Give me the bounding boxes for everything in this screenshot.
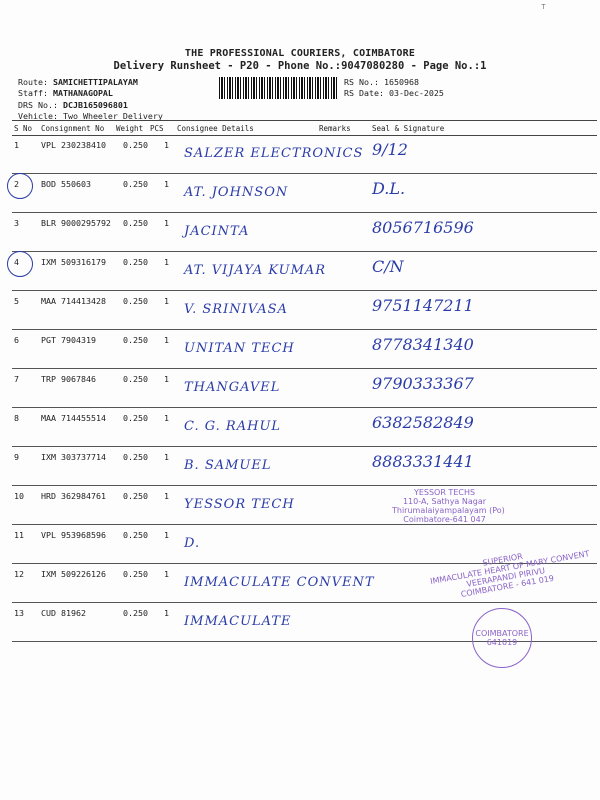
row-consignment: MAA 714455514 bbox=[41, 413, 106, 423]
table-row bbox=[12, 173, 597, 213]
signature: 9790333367 bbox=[372, 374, 474, 393]
col-consignment: Consignment No bbox=[41, 124, 105, 133]
row-consignment: IXM 509316179 bbox=[41, 257, 106, 267]
row-sno: 5 bbox=[14, 296, 19, 306]
vehicle-value: Two Wheeler Delivery bbox=[62, 111, 163, 121]
runsheet-title: Delivery Runsheet - P20 - Phone No.:9047080280 - Page No.:1 bbox=[113, 60, 487, 72]
row-consignment: VPL 953968596 bbox=[41, 530, 106, 540]
rs-date-label: RS Date: bbox=[344, 88, 384, 98]
superior-stamp: SUPERIOR IMMACULATE HEART OF MARY CONVENT VEERAPANDI PIRIVU COIMBATORE - 641 019 bbox=[429, 549, 591, 599]
row-consignment: IXM 509226126 bbox=[41, 569, 106, 579]
row-pcs: 1 bbox=[164, 179, 169, 189]
row-consignment: PGT 7904319 bbox=[41, 335, 96, 345]
route-line bbox=[18, 77, 138, 87]
row-pcs: 1 bbox=[164, 296, 169, 306]
row-consignment: VPL 230238410 bbox=[41, 140, 106, 150]
handwritten-consignee: THANGAVEL bbox=[184, 380, 281, 395]
row-weight: 0.250 bbox=[123, 608, 148, 618]
row-weight: 0.250 bbox=[123, 569, 148, 579]
row-consignment: IXM 303737714 bbox=[41, 452, 106, 462]
row-pcs: 1 bbox=[164, 569, 169, 579]
row-number-circle bbox=[7, 251, 33, 277]
row-consignment: BOD 550603 bbox=[41, 179, 91, 189]
company-title: THE PROFESSIONAL COURIERS, COIMBATORE bbox=[184, 48, 416, 59]
row-sno: 12 bbox=[14, 569, 24, 579]
signature: 6382582849 bbox=[372, 413, 474, 432]
handwritten-consignee: IMMACULATE CONVENT bbox=[184, 575, 375, 590]
row-pcs: 1 bbox=[164, 257, 169, 267]
signature: 8056716596 bbox=[372, 218, 474, 237]
row-pcs: 1 bbox=[164, 491, 169, 501]
row-consignment: BLR 9000295792 bbox=[41, 218, 111, 228]
handwritten-consignee: YESSOR TECH bbox=[184, 497, 295, 512]
row-weight: 0.250 bbox=[123, 530, 148, 540]
table-row bbox=[12, 485, 597, 525]
rs-no-value: 1650968 bbox=[383, 77, 419, 87]
signature: C/N bbox=[372, 257, 404, 276]
row-weight: 0.250 bbox=[123, 374, 148, 384]
handwritten-consignee: SALZER ELECTRONICS bbox=[184, 146, 364, 161]
row-pcs: 1 bbox=[164, 218, 169, 228]
route-value: SAMICHETTIPALAYAM bbox=[52, 77, 138, 87]
table-row bbox=[12, 368, 597, 408]
barcode bbox=[219, 77, 337, 99]
row-pcs: 1 bbox=[164, 374, 169, 384]
signature: 8883331441 bbox=[372, 452, 474, 471]
rs-date-line bbox=[344, 88, 444, 98]
row-pcs: 1 bbox=[164, 530, 169, 540]
row-pcs: 1 bbox=[164, 608, 169, 618]
col-weight: Weight bbox=[116, 124, 144, 133]
rs-no-label: RS No.: bbox=[344, 77, 379, 87]
row-weight: 0.250 bbox=[123, 257, 148, 267]
row-sno: 11 bbox=[14, 530, 24, 540]
row-weight: 0.250 bbox=[123, 452, 148, 462]
row-weight: 0.250 bbox=[123, 296, 148, 306]
row-sno: 2 bbox=[14, 179, 19, 189]
table-row bbox=[12, 134, 597, 174]
row-sno: 13 bbox=[14, 608, 24, 618]
col-pcs: PCS bbox=[150, 124, 164, 133]
row-pcs: 1 bbox=[164, 413, 169, 423]
handwritten-consignee: AT. VIJAYA KUMAR bbox=[184, 263, 327, 278]
staff-label: Staff: bbox=[18, 88, 48, 98]
row-weight: 0.250 bbox=[123, 140, 148, 150]
handwritten-consignee: JACINTA bbox=[184, 224, 250, 239]
rs-date-value: 03-Dec-2025 bbox=[388, 88, 444, 98]
handwritten-consignee: IMMACULATE bbox=[184, 614, 292, 629]
row-consignment: HRD 362984761 bbox=[41, 491, 106, 501]
table-row bbox=[12, 329, 597, 369]
row-sno: 4 bbox=[14, 257, 19, 267]
row-pcs: 1 bbox=[164, 452, 169, 462]
row-pcs: 1 bbox=[164, 140, 169, 150]
row-pcs: 1 bbox=[164, 335, 169, 345]
row-weight: 0.250 bbox=[123, 491, 148, 501]
round-seal: COIMBATORE 641019 bbox=[472, 608, 532, 668]
route-label: Route: bbox=[18, 77, 48, 87]
table-row bbox=[12, 407, 597, 447]
drs-label: DRS No.: bbox=[18, 100, 58, 110]
drs-line bbox=[18, 100, 128, 110]
row-weight: 0.250 bbox=[123, 218, 148, 228]
row-sno: 3 bbox=[14, 218, 19, 228]
row-weight: 0.250 bbox=[123, 335, 148, 345]
staff-value: MATHANAGOPAL bbox=[52, 88, 113, 98]
drs-value: DCJB165096801 bbox=[62, 100, 128, 110]
row-sno: 9 bbox=[14, 452, 19, 462]
row-sno: 8 bbox=[14, 413, 19, 423]
handwritten-consignee: AT. JOHNSON bbox=[184, 185, 289, 200]
table-row bbox=[12, 212, 597, 252]
signature: D.L. bbox=[372, 179, 406, 198]
col-consignee: Consignee Details bbox=[177, 124, 254, 133]
row-weight: 0.250 bbox=[123, 413, 148, 423]
yessor-stamp: YESSOR TECHS 110-A, Sathya Nagar Thirumalaiyampalayam (Po) Coimbatore-641 047 bbox=[392, 488, 505, 524]
row-consignment: CUD 81962 bbox=[41, 608, 86, 618]
row-sno: 1 bbox=[14, 140, 19, 150]
handwritten-consignee: UNITAN TECH bbox=[184, 341, 295, 356]
handwritten-consignee: B. SAMUEL bbox=[184, 458, 272, 473]
row-sno: 6 bbox=[14, 335, 19, 345]
col-sno: S No bbox=[14, 124, 33, 133]
row-number-circle bbox=[7, 173, 33, 199]
row-consignment: TRP 9067846 bbox=[41, 374, 96, 384]
handwritten-consignee: D. bbox=[184, 536, 201, 551]
table-row bbox=[12, 446, 597, 486]
row-consignment: MAA 714413428 bbox=[41, 296, 106, 306]
table-row bbox=[12, 290, 597, 330]
row-weight: 0.250 bbox=[123, 179, 148, 189]
handwritten-consignee: V. SRINIVASA bbox=[184, 302, 288, 317]
signature: 9/12 bbox=[372, 140, 408, 159]
table-row bbox=[12, 251, 597, 291]
handwritten-consignee: C. G. RAHUL bbox=[184, 419, 282, 434]
vehicle-label: Vehicle: bbox=[18, 111, 58, 121]
col-remarks: Remarks bbox=[319, 124, 351, 133]
staff-line bbox=[18, 88, 113, 98]
rs-no-line bbox=[344, 77, 419, 87]
corner-mark: ⊤ bbox=[541, 2, 546, 11]
signature: 9751147211 bbox=[372, 296, 474, 315]
row-sno: 7 bbox=[14, 374, 19, 384]
signature: 8778341340 bbox=[372, 335, 474, 354]
col-seal-signature: Seal & Signature bbox=[372, 124, 445, 133]
row-sno: 10 bbox=[14, 491, 24, 501]
